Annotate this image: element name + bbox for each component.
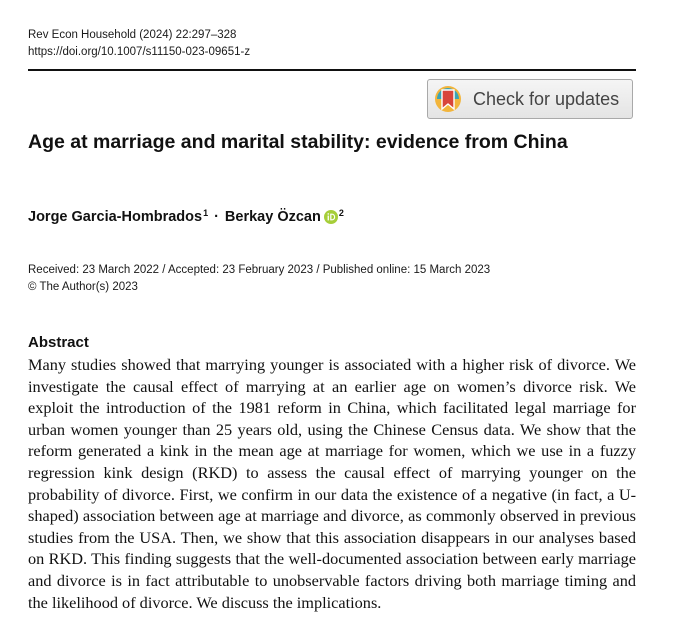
copyright-line: © The Author(s) 2023 [28,281,138,293]
affiliation-marker: 2 [338,208,344,218]
abstract-heading: Abstract [28,334,89,351]
author-name[interactable]: Berkay Özcan [224,209,321,225]
header-divider [28,69,636,71]
orcid-icon[interactable] [324,210,338,224]
publication-dates [28,262,490,296]
check-for-updates-button[interactable] [427,79,633,119]
article-title: Age at marriage and marital stability: evidence from China [28,131,568,153]
author-separator: · [214,209,219,225]
crossmark-icon [433,84,463,114]
check-for-updates-label: Check for updates [473,88,620,109]
journal-citation: Rev Econ Household (2024) 22:297–328 [28,29,237,41]
abstract-body: Many studies showed that marrying younger is associated with a higher risk of divorce. We investigate the causal effect of marrying at an earlier age on women’s divorce risk. We exploit the introduction of the 1981 reform in China, which facilitated legal marriage for urban women younger than 25 years old, using the Chinese Census data. We show that the reform generated a kink in the mean age at marriage for women, which we use in a fuzzy regression kink design (RKD) to assess the causal effect of marrying younger on the probability of divorce. First, we confirm in our data the existence of a negative (in fact, a U-shaped) association between age at marriage and divorce, as commonly observed in previous studies from the USA. Then, we show that this association disappears in our analyses based on RKD. This finding suggests that the well-documented association between early marriage and divorce is in fact attributable to unobservable factors driving both marriage timing and the likelihood of divorce. We discuss the implications. [28,355,636,612]
author-list [28,209,344,225]
author-name[interactable]: Jorge Garcia-Hombrados [28,209,203,225]
doi-link[interactable]: https://doi.org/10.1007/s11150-023-09651-z [28,46,251,58]
date-history: Received: 23 March 2022 / Accepted: 23 February 2023 / Published online: 15 March 2023 [28,264,491,276]
affiliation-marker: 1 [203,208,209,218]
journal-citation-block [28,27,250,61]
